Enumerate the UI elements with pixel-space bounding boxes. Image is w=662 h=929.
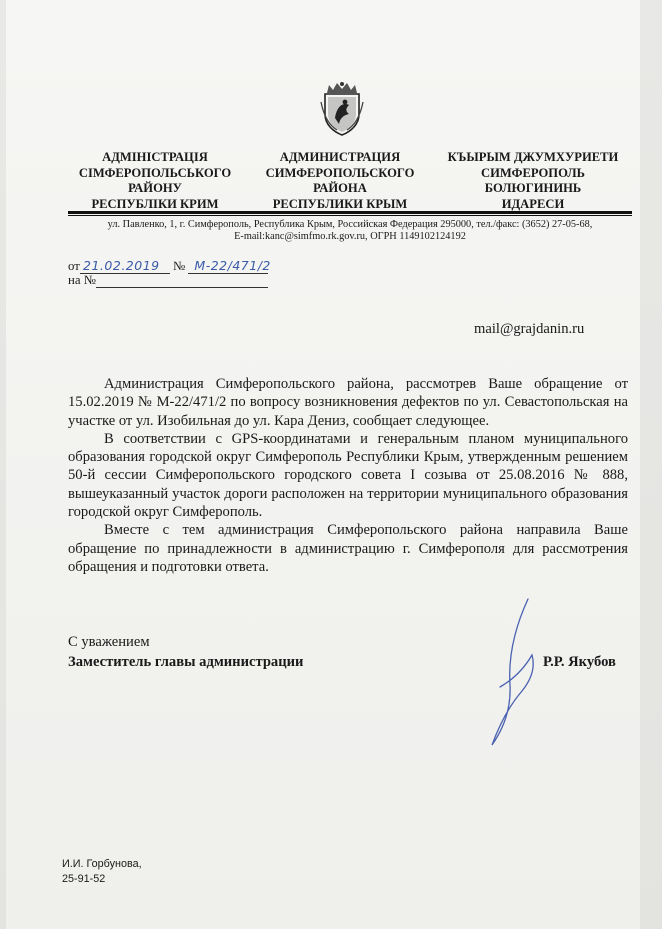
header-crimean-tatar: [442, 150, 624, 212]
address-line: ул. Павленко, 1, г. Симферополь, Республика Крым, Российская Федерация 295000, тел./факс: (3652) 27-05-68,: [107, 219, 593, 230]
coat-of-arms-icon: [319, 80, 365, 136]
from-label: от: [68, 259, 80, 273]
header-line: СІМФЕРОПОЛЬСЬКОГО: [78, 165, 232, 180]
header-russian: [252, 150, 428, 212]
paragraph: В соответствии с GPS-координатами и генеральным планом муниципального образования городской округ Симферополь Республики Крым, утвержденным решением 50-й сессии Симферопольского городского совета I созыва от 25.08.2016 № 888, вышеуказанный участок дороги расположен на территории муниципального образования городской округ Симферополь.: [68, 430, 628, 521]
number-label: №: [173, 259, 186, 273]
address-line: E-mail:kanc@simfmo.rk.gov.ru, ОГРН 1149102124192: [234, 231, 466, 242]
letter-body: [68, 375, 628, 576]
executor-phone: 25-91-52: [62, 873, 106, 885]
address-block: [80, 219, 620, 243]
executor-name: И.И. Горбунова,: [62, 858, 142, 870]
recipient: mail@grajdanin.ru: [474, 321, 585, 337]
header-line: КЪЫРЫМ ДЖУМХУРИЕТИ: [447, 150, 619, 164]
closing-greeting: С уважением: [68, 634, 150, 650]
number-underline: [188, 273, 268, 274]
header-divider-thick: [68, 211, 632, 214]
registration-number-value: М-22/471/2: [194, 258, 271, 273]
paragraph: Вместе с тем администрация Симферопольского района направила Ваше обращение по принадлежности в администрацию г. Симферополя для рассмотрения обращения и подготовки ответа.: [68, 522, 628, 575]
header-line: СИМФЕРОПОЛЬСКОГО: [265, 165, 415, 180]
header-line: СИМФЕРОПОЛЬ: [481, 165, 585, 180]
header-line: АДМІНІСТРАЦІЯ: [102, 150, 208, 164]
registration-from: [68, 258, 160, 274]
to-label: на №: [68, 273, 96, 287]
header-line: РАЙОНУ: [128, 181, 182, 195]
registration-number: [173, 258, 271, 274]
header-line: РЕСПУБЛИКИ КРЫМ: [272, 196, 408, 211]
reference-underline: [96, 287, 268, 288]
registration-date: 21.02.2019: [83, 258, 160, 273]
handwritten-signature: [470, 595, 550, 755]
header-line: АДМИНИСТРАЦИЯ: [279, 150, 401, 164]
scan-artifact: [0, 0, 6, 929]
signer-name: Р.Р. Якубов: [543, 654, 616, 670]
scan-artifact: [640, 0, 662, 929]
header-ukrainian: [66, 150, 244, 212]
signer-position: Заместитель главы администрации: [68, 654, 304, 670]
header-divider-thin: [68, 215, 632, 216]
header-line: РЕСПУБЛІКИ КРИМ: [91, 196, 219, 211]
reference-number: [68, 273, 96, 288]
header-line: ИДАРЕСИ: [501, 196, 565, 211]
header-line: БОЛЮГИНИНЬ: [484, 181, 582, 195]
header-line: РАЙОНА: [313, 181, 367, 195]
paragraph: Администрация Симферопольского района, рассмотрев Ваше обращение от 15.02.2019 № М-22/471/2 по вопросу возникновения дефектов по ул. Севастопольская на участке от ул. Изобильная до ул. Кара Дениз, сообщает следующее.: [68, 376, 628, 429]
executor-info: [62, 857, 142, 887]
